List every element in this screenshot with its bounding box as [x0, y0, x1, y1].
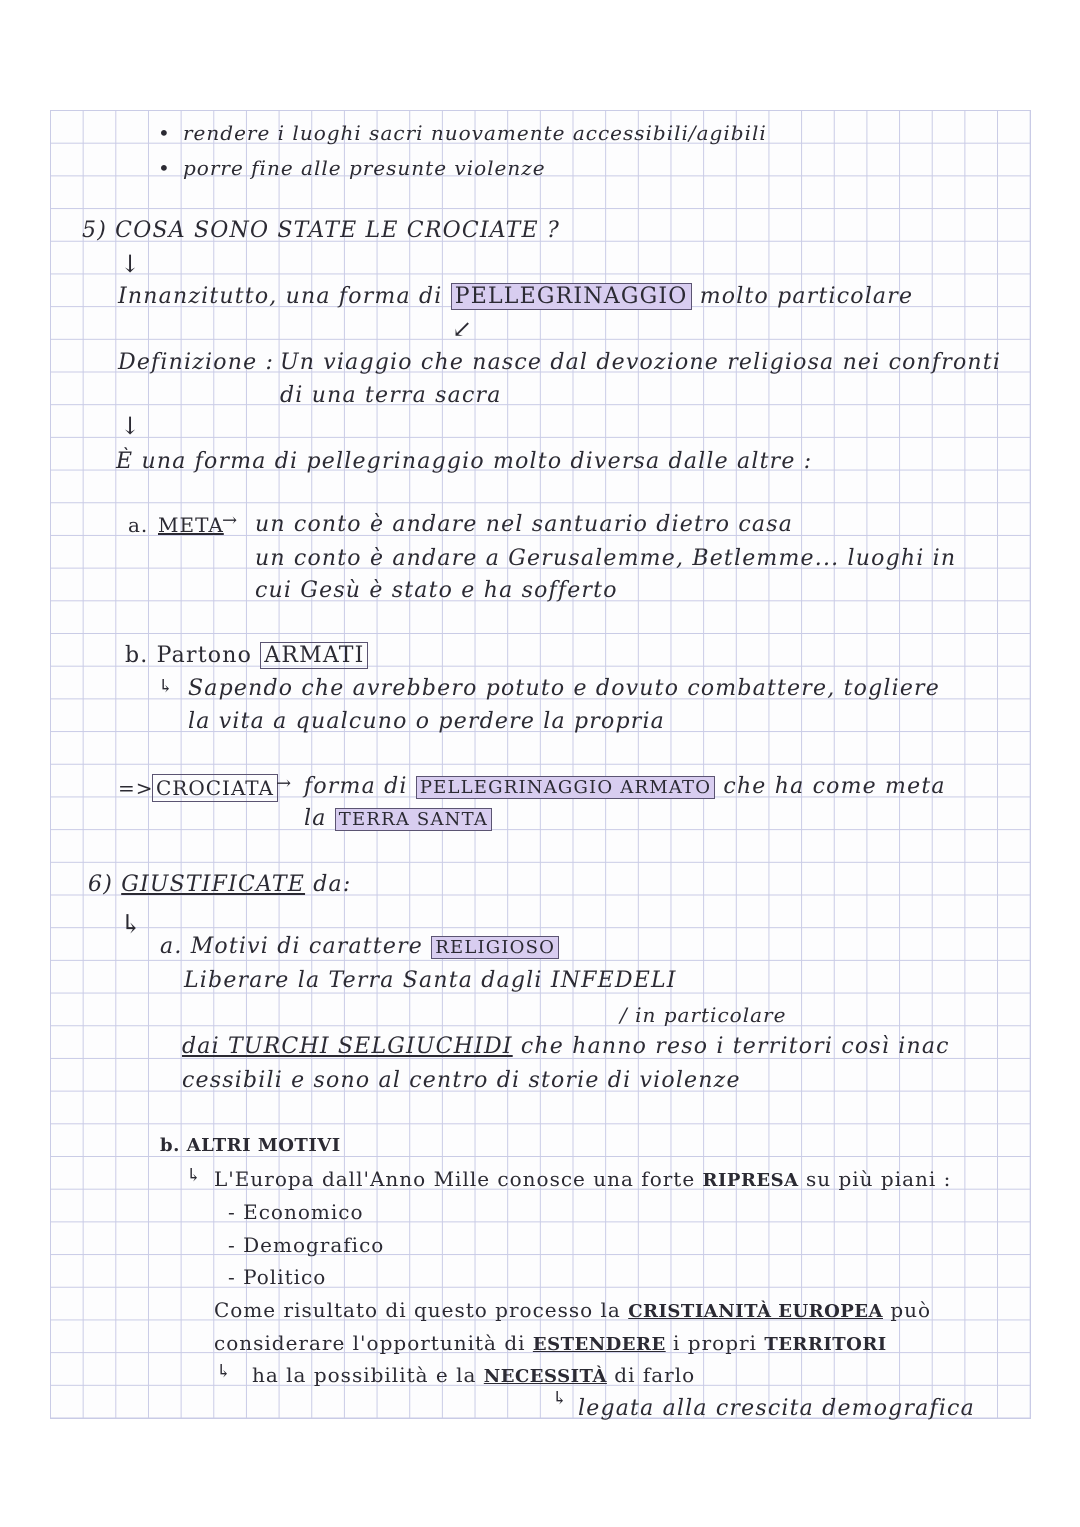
armati-line: la vita a qualcuno o perdere la propria	[188, 709, 666, 734]
risultato-line	[214, 1297, 931, 1325]
bullet-item: porre fine alle presunte violenze	[183, 156, 546, 180]
point-a-label: a.	[128, 513, 149, 537]
turchi-text: che hanno reso i territori così inac	[520, 1034, 950, 1059]
crociata-definition	[304, 774, 946, 801]
right-arrow-icon: →	[276, 773, 292, 794]
definition-text: Un viaggio che nasce dal devozione religiosa nei confronti	[280, 350, 1002, 375]
ripresa-text: L'Europa dall'Anno Mille conosce una forte	[214, 1167, 696, 1191]
implies-arrow: =>	[118, 776, 154, 800]
necessita-text-end: di farlo	[614, 1363, 696, 1387]
meta-line: un conto è andare a Gerusalemme, Betlemme... luoghi in	[255, 546, 957, 571]
terra-santa-pre: la	[304, 806, 327, 831]
ripresa-item: - Politico	[228, 1265, 327, 1289]
territori-key: TERRITORI	[764, 1334, 887, 1355]
religioso-highlight: RELIGIOSO	[431, 936, 559, 959]
meta-key: META	[158, 513, 224, 537]
right-arrow-icon: →	[222, 510, 238, 531]
crociata-text: forma di	[304, 774, 408, 799]
meta-line: un conto è andare nel santuario dietro casa	[255, 512, 794, 537]
hook-arrow-icon: ↳	[186, 1165, 202, 1186]
liberare-line: Liberare la Terra Santa dagli INFEDELI	[184, 968, 677, 993]
hook-arrow-icon: ↳	[216, 1361, 232, 1382]
definition-text: di una terra sacra	[280, 383, 502, 408]
necessita-text: ha la possibilità e la	[252, 1363, 477, 1387]
estendere-text: considerare l'opportunità di	[214, 1331, 526, 1355]
hook-arrow-icon: ↳	[120, 910, 142, 940]
intro-text-end: molto particolare	[699, 284, 914, 309]
in-particolare-note: / in particolare	[620, 1003, 787, 1027]
section-6-number: 6)	[88, 872, 113, 897]
diverse-line: È una forma di pellegrinaggio molto diversa dalle altre :	[116, 449, 813, 474]
altri-motivi-title: b. ALTRI MOTIVI	[160, 1135, 341, 1156]
meta-line: cui Gesù è stato e ha sofferto	[255, 578, 618, 603]
estendere-mid: i propri	[673, 1331, 757, 1355]
point-b-label: b. Partono	[125, 643, 253, 668]
terra-santa-line	[304, 806, 492, 833]
ripresa-item: - Economico	[228, 1200, 364, 1224]
ripresa-key: RIPRESA	[702, 1170, 799, 1191]
crociata-box: CROCIATA	[152, 774, 278, 802]
down-arrow-icon: ↓	[120, 412, 141, 440]
terra-santa-box: TERRA SANTA	[335, 808, 492, 831]
intro-line	[118, 284, 913, 310]
motivi-religiosi-label: a. Motivi di carattere	[160, 934, 424, 959]
diagonal-arrow-icon: ↙	[452, 315, 473, 343]
necessita-line	[252, 1362, 695, 1390]
risultato-text: Come risultato di questo processo la	[214, 1298, 621, 1322]
intro-text: Innanzitutto, una forma di	[118, 284, 443, 309]
crociata-text-end: che ha come meta	[723, 774, 946, 799]
pellegrinaggio-highlight: PELLEGRINAGGIO	[451, 283, 692, 310]
estendere-key: ESTENDERE	[532, 1334, 666, 1355]
motivi-religiosi-line	[160, 934, 559, 961]
bullet-dot: •	[158, 156, 171, 180]
risultato-text-end: può	[890, 1298, 932, 1322]
estendere-line	[214, 1330, 887, 1358]
bullet-item: rendere i luoghi sacri nuovamente accessibili/agibili	[183, 121, 767, 145]
ripresa-line	[214, 1166, 951, 1194]
armati-line: Sapendo che avrebbero potuto e dovuto combattere, togliere	[188, 676, 940, 701]
definition-label: Definizione :	[118, 350, 275, 375]
ripresa-item: - Demografico	[228, 1233, 385, 1257]
section-6-title	[88, 872, 351, 898]
section-6-title-end: da:	[313, 872, 352, 897]
point-b-line	[125, 643, 368, 669]
crescita-line: legata alla crescita demografica	[578, 1396, 975, 1421]
bullet-dot: •	[158, 121, 171, 145]
necessita-key: NECESSITÀ	[483, 1366, 607, 1387]
section-5-title: 5) COSA SONO STATE LE CROCIATE ?	[82, 218, 560, 243]
pellegrinaggio-armato-highlight: PELLEGRINAGGIO ARMATO	[416, 776, 715, 799]
turchi-line	[182, 1034, 950, 1060]
ripresa-text-end: su più piani :	[805, 1167, 952, 1191]
giustificate-key: GIUSTIFICATE	[121, 872, 306, 897]
hook-arrow-icon: ↳	[158, 676, 174, 697]
cristianita-key: CRISTIANITÀ EUROPEA	[628, 1301, 883, 1322]
armati-box: ARMATI	[260, 642, 368, 669]
corner-arrow-icon: ↳	[552, 1388, 568, 1409]
turchi-key: dai TURCHI SELGIUCHIDI	[182, 1034, 513, 1059]
down-arrow-icon: ↓	[120, 250, 141, 278]
turchi-line-2: cessibili e sono al centro di storie di violenze	[182, 1068, 741, 1093]
